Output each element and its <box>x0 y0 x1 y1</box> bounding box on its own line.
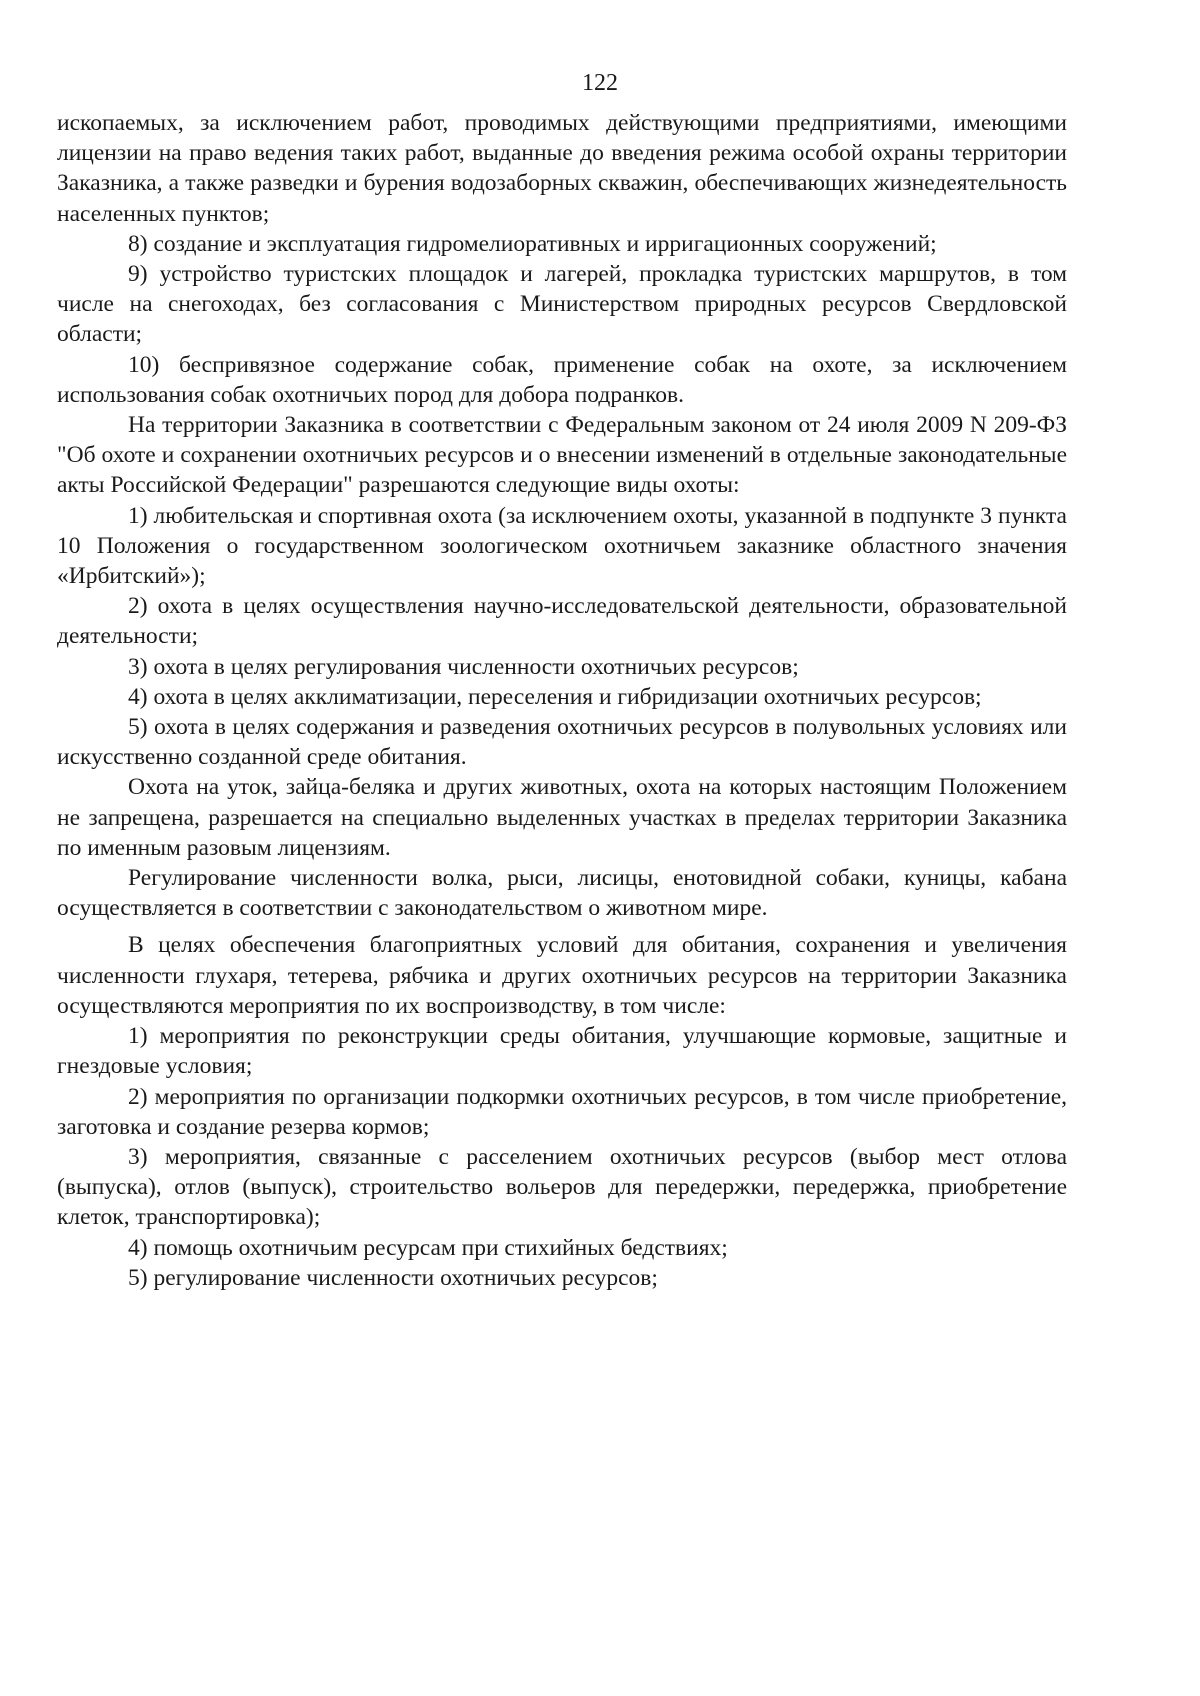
list-item-8-land-reclamation: 8) создание и эксплуатация гидромелиоративных и ирригационных сооружений; <box>128 230 937 257</box>
paragraph-allowed-hunting-types: На территории Заказника в соответствии с Федеральным законом от 24 июля 2009 N 209-ФЗ "Об охоте и сохранении охотничьих ресурсов и о внесении изменений в отдельные законодательные акты Российской Федерации" разрешаются следующие виды охоты: <box>57 412 1067 499</box>
list-item-5-breeding-hunting: 5) охота в целях содержания и разведения охотничьих ресурсов в полувольных условиях или искусственно созданной среде обитания. <box>57 714 1067 771</box>
paragraph-predator-regulation: Регулирование численности волка, рыси, лисицы, енотовидной собаки, куницы, кабана осуществляется в соответствии с законодательством о животном мире. <box>57 865 1067 922</box>
paragraph-reproduction-measures: В целях обеспечения благоприятных условий для обитания, сохранения и увеличения численности глухаря, тетерева, рябчика и других охотничьих ресурсов на территории Заказника осуществляются мероприятия по их воспроизводству, в том числе: <box>57 932 1067 1019</box>
list-item-3-resettlement: 3) мероприятия, связанные с расселением охотничьих ресурсов (выбор мест отлова (выпуска), отлов (выпуск), строительство вольеров для передержки, передержка, приобретение клеток, транспортировка); <box>57 1143 1067 1231</box>
list-item-4-disaster-help: 4) помощь охотничьим ресурсам при стихийных бедствиях; <box>128 1234 728 1261</box>
list-item-9-tourist-sites: 9) устройство туристских площадок и лагерей, прокладка туристских маршрутов, в том числе на снегоходах, без согласования с Министерством природных ресурсов Свердловской области; <box>57 261 1067 348</box>
list-item-4-acclimatization-hunting: 4) охота в целях акклиматизации, переселения и гибридизации охотничьих ресурсов; <box>128 683 982 710</box>
list-item-1-amateur-hunting: 1) любительская и спортивная охота (за исключением охоты, указанной в подпункте 3 пункта 10 Положения о государственном зоологическом охотничьем заказнике областного значения «Ирбитский»); <box>57 502 1067 590</box>
list-item-5-population-regulation: 5) регулирование численности охотничьих ресурсов; <box>128 1264 658 1291</box>
page-number: 122 <box>582 70 618 96</box>
paragraph-prohibition-continued: ископаемых, за исключением работ, проводимых действующими предприятиями, имеющими лицензии на право ведения таких работ, выданные до введения режима особой охраны территории Заказника, а также разведки и бурения водозаборных скважин, обеспечивающих жизнедеятельность населенных пунктов; <box>57 110 1067 227</box>
list-item-1-habitat-reconstruction: 1) мероприятия по реконструкции среды обитания, улучшающие кормовые, защитные и гнездовые условия; <box>57 1023 1067 1080</box>
document-body <box>57 108 1067 1293</box>
list-item-3-regulation-hunting: 3) охота в целях регулирования численности охотничьих ресурсов; <box>128 653 799 680</box>
list-item-2-feeding: 2) мероприятия по организации подкормки охотничьих ресурсов, в том числе приобретение, заготовка и создание резерва кормов; <box>57 1083 1067 1140</box>
list-item-10-dogs: 10) беспривязное содержание собак, применение собак на охоте, за исключением использования собак охотничьих пород для добора подранков. <box>57 351 1067 408</box>
paragraph-duck-hare-hunting: Охота на уток, зайца-беляка и других животных, охота на которых настоящим Положением не запрещена, разрешается на специально выделенных участках в пределах территории Заказника по именным разовым лицензиям. <box>57 774 1067 861</box>
list-item-2-research-hunting: 2) охота в целях осуществления научно-исследовательской деятельности, образовательной деятельности; <box>57 593 1067 650</box>
